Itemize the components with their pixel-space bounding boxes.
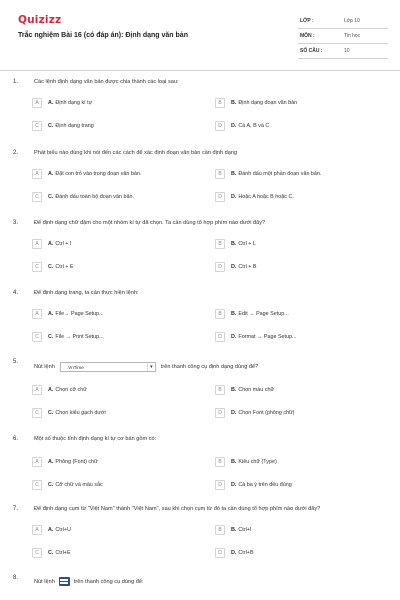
- option-badge: A: [32, 385, 42, 395]
- option-text: Chọn Font (phông chữ): [238, 410, 295, 416]
- meta-row-subject: [298, 29, 388, 44]
- question-text-before: Nút lệnh: [34, 364, 55, 370]
- font-select-value: .VnTime: [66, 364, 84, 370]
- question-number: 4.: [13, 290, 19, 296]
- option-badge: D: [215, 332, 225, 342]
- option-d[interactable]: [215, 121, 395, 131]
- option-badge: A: [32, 457, 42, 467]
- option-letter: B.: [231, 459, 237, 465]
- option-badge: C: [32, 480, 42, 490]
- option-letter: B.: [231, 100, 237, 106]
- question-text-after: trên thanh công cụ định dạng dùng để?: [160, 364, 259, 370]
- option-c[interactable]: [32, 332, 212, 342]
- meta-value: 10: [344, 48, 350, 54]
- option-badge: D: [215, 121, 225, 131]
- option-text: Ctrl + E: [55, 264, 74, 270]
- meta-key: LỚP :: [300, 18, 314, 24]
- option-text: Ctrl+E: [55, 550, 71, 556]
- question-number: 8.: [13, 575, 19, 581]
- option-text: Định dạng trang: [55, 123, 94, 129]
- meta-value: Lớp 10: [344, 18, 360, 24]
- option-a[interactable]: [32, 239, 212, 249]
- option-letter: A.: [48, 100, 54, 106]
- question-number: 7.: [13, 506, 19, 512]
- option-letter: D.: [231, 550, 237, 556]
- question-number: 5.: [13, 359, 19, 365]
- option-text: Đánh dấu toàn bộ đoạn văn bản.: [55, 194, 134, 200]
- option-text: Ctrl+B: [238, 550, 254, 556]
- option-letter: B.: [231, 241, 237, 247]
- option-text: Định dạng kí tự: [55, 100, 93, 106]
- option-text: Cả ba ý trên đều đúng: [238, 482, 292, 488]
- question-text-after: trên thanh công cụ dùng để:: [73, 578, 144, 585]
- question-text: [34, 577, 144, 586]
- option-a[interactable]: [32, 309, 212, 319]
- question-text: Để định dạng cụm từ "Việt Nam" thành "Việt Nam", sau khi chọn cụm từ đó ta cần dùng tổ hợp phím nào dưới đây?: [34, 506, 321, 512]
- option-letter: C.: [48, 264, 54, 270]
- option-letter: A.: [48, 459, 54, 465]
- option-c[interactable]: [32, 262, 212, 272]
- option-letter: A.: [48, 241, 54, 247]
- option-c[interactable]: [32, 192, 212, 202]
- option-text: Chọn cỡ chữ: [55, 387, 87, 393]
- option-letter: D.: [231, 264, 237, 270]
- option-a[interactable]: [32, 169, 212, 179]
- option-d[interactable]: [215, 332, 395, 342]
- question-number: 6.: [13, 436, 19, 442]
- option-d[interactable]: [215, 408, 395, 418]
- option-letter: A.: [48, 311, 54, 317]
- option-text: Cỡ chữ và màu sắc: [55, 482, 103, 488]
- option-a[interactable]: [32, 525, 212, 535]
- meta-key: SỐ CÂU :: [300, 48, 323, 54]
- option-d[interactable]: [215, 192, 395, 202]
- question-number: 3.: [13, 220, 19, 226]
- option-text: Kiểu chữ (Type): [238, 459, 277, 465]
- question-text: Phát biểu nào đúng khi nói đến các cách để xác định đoạn văn bản cần định dạng: [34, 150, 238, 156]
- option-badge: B: [215, 239, 225, 249]
- option-text: File → Print Setup...: [55, 334, 104, 340]
- option-letter: D.: [231, 334, 237, 340]
- option-b[interactable]: [215, 385, 395, 395]
- option-text: Đánh dấu một phần đoạn văn bản.: [238, 171, 322, 177]
- option-badge: B: [215, 457, 225, 467]
- option-letter: C.: [48, 550, 54, 556]
- option-text: Chọn màu chữ: [238, 387, 275, 393]
- option-c[interactable]: [32, 548, 212, 558]
- option-text: Hoặc A hoặc B hoặc C.: [238, 194, 294, 200]
- worksheet-header: [0, 0, 400, 68]
- align-justify-icon: [59, 577, 70, 586]
- option-d[interactable]: [215, 262, 395, 272]
- option-badge: A: [32, 98, 42, 108]
- font-select-dropdown: [60, 362, 156, 372]
- option-b[interactable]: [215, 309, 395, 319]
- option-text: File→ Page Setup...: [55, 311, 104, 317]
- option-text: Cả A, B và C: [238, 123, 270, 129]
- question-text: Để định dạng trang, ta cần thực hiện lệnh:: [34, 290, 139, 296]
- option-text: Định dạng đoạn văn bản: [238, 100, 298, 106]
- option-b[interactable]: [215, 169, 395, 179]
- option-letter: D.: [231, 482, 237, 488]
- option-badge: D: [215, 262, 225, 272]
- meta-table: [298, 14, 388, 59]
- option-badge: A: [32, 525, 42, 535]
- option-badge: B: [215, 169, 225, 179]
- option-letter: A.: [48, 171, 54, 177]
- option-a[interactable]: [32, 457, 212, 467]
- option-badge: A: [32, 239, 42, 249]
- option-badge: C: [32, 192, 42, 202]
- option-badge: A: [32, 169, 42, 179]
- meta-value: Tin học: [344, 33, 361, 39]
- option-c[interactable]: [32, 121, 212, 131]
- meta-row-count: [298, 44, 388, 59]
- quizizz-logo: Quizizz: [18, 14, 62, 26]
- option-text: Edit → Page Setup...: [238, 311, 289, 317]
- option-badge: C: [32, 262, 42, 272]
- option-badge: B: [215, 525, 225, 535]
- option-badge: B: [215, 98, 225, 108]
- option-b[interactable]: [215, 239, 395, 249]
- option-badge: C: [32, 408, 42, 418]
- option-c[interactable]: [32, 408, 212, 418]
- option-badge: D: [215, 192, 225, 202]
- option-badge: A: [32, 309, 42, 319]
- option-text: Ctrl + L: [238, 241, 256, 247]
- option-a[interactable]: [32, 385, 212, 395]
- option-text: Ctrl+U: [55, 527, 71, 533]
- question-text: Các lệnh định dạng văn bản được chia thành các loại sau:: [34, 79, 179, 85]
- option-text: Ctrl + B: [238, 264, 257, 270]
- option-d[interactable]: [215, 480, 395, 490]
- option-text: Ctrl+I: [238, 527, 252, 533]
- option-text: Phông (Font) chữ: [55, 459, 98, 465]
- option-badge: C: [32, 121, 42, 131]
- option-text: Format → Page Setup...: [238, 334, 297, 340]
- question-text-before: Nút lệnh: [34, 578, 55, 585]
- option-badge: D: [215, 480, 225, 490]
- option-letter: A.: [48, 527, 54, 533]
- option-badge: B: [215, 385, 225, 395]
- option-b[interactable]: [215, 457, 395, 467]
- question-text: Để định dạng chữ đậm cho một nhóm kí tự đã chọn. Ta cần dùng tổ hợp phím nào dưới đây?: [34, 220, 266, 226]
- question-text: Một số thuộc tính định dạng kí tự cơ bản gồm có:: [34, 436, 157, 442]
- header-divider: [0, 70, 400, 71]
- meta-key: MÔN :: [300, 33, 315, 39]
- option-letter: B.: [231, 311, 237, 317]
- option-letter: C.: [48, 410, 54, 416]
- option-letter: D.: [231, 410, 237, 416]
- option-letter: C.: [48, 194, 54, 200]
- option-d[interactable]: [215, 548, 395, 558]
- page-title: Trắc nghiệm Bài 16 (có đáp án): Định dạng văn bản: [18, 32, 188, 39]
- option-b[interactable]: [215, 98, 395, 108]
- dropdown-arrow-icon: ▾: [147, 363, 155, 371]
- option-b[interactable]: [215, 525, 395, 535]
- option-a[interactable]: [32, 98, 212, 108]
- question-number: 1.: [13, 79, 19, 85]
- option-badge: D: [215, 548, 225, 558]
- option-letter: D.: [231, 123, 237, 129]
- option-letter: D.: [231, 194, 237, 200]
- option-letter: C.: [48, 482, 54, 488]
- option-badge: B: [215, 309, 225, 319]
- question-text: [34, 362, 258, 372]
- option-letter: B.: [231, 171, 237, 177]
- option-text: Ctrl + I: [55, 241, 72, 247]
- option-badge: C: [32, 548, 42, 558]
- option-letter: C.: [48, 123, 54, 129]
- option-text: Đặt con trỏ vào trong đoạn văn bản.: [55, 171, 142, 177]
- option-letter: B.: [231, 387, 237, 393]
- option-c[interactable]: [32, 480, 212, 490]
- question-number: 2.: [13, 150, 19, 156]
- option-badge: C: [32, 332, 42, 342]
- option-text: Chọn kiểu gạch dưới: [55, 410, 106, 416]
- option-badge: D: [215, 408, 225, 418]
- option-letter: B.: [231, 527, 237, 533]
- meta-row-class: [298, 14, 388, 29]
- option-letter: C.: [48, 334, 54, 340]
- option-letter: A.: [48, 387, 54, 393]
